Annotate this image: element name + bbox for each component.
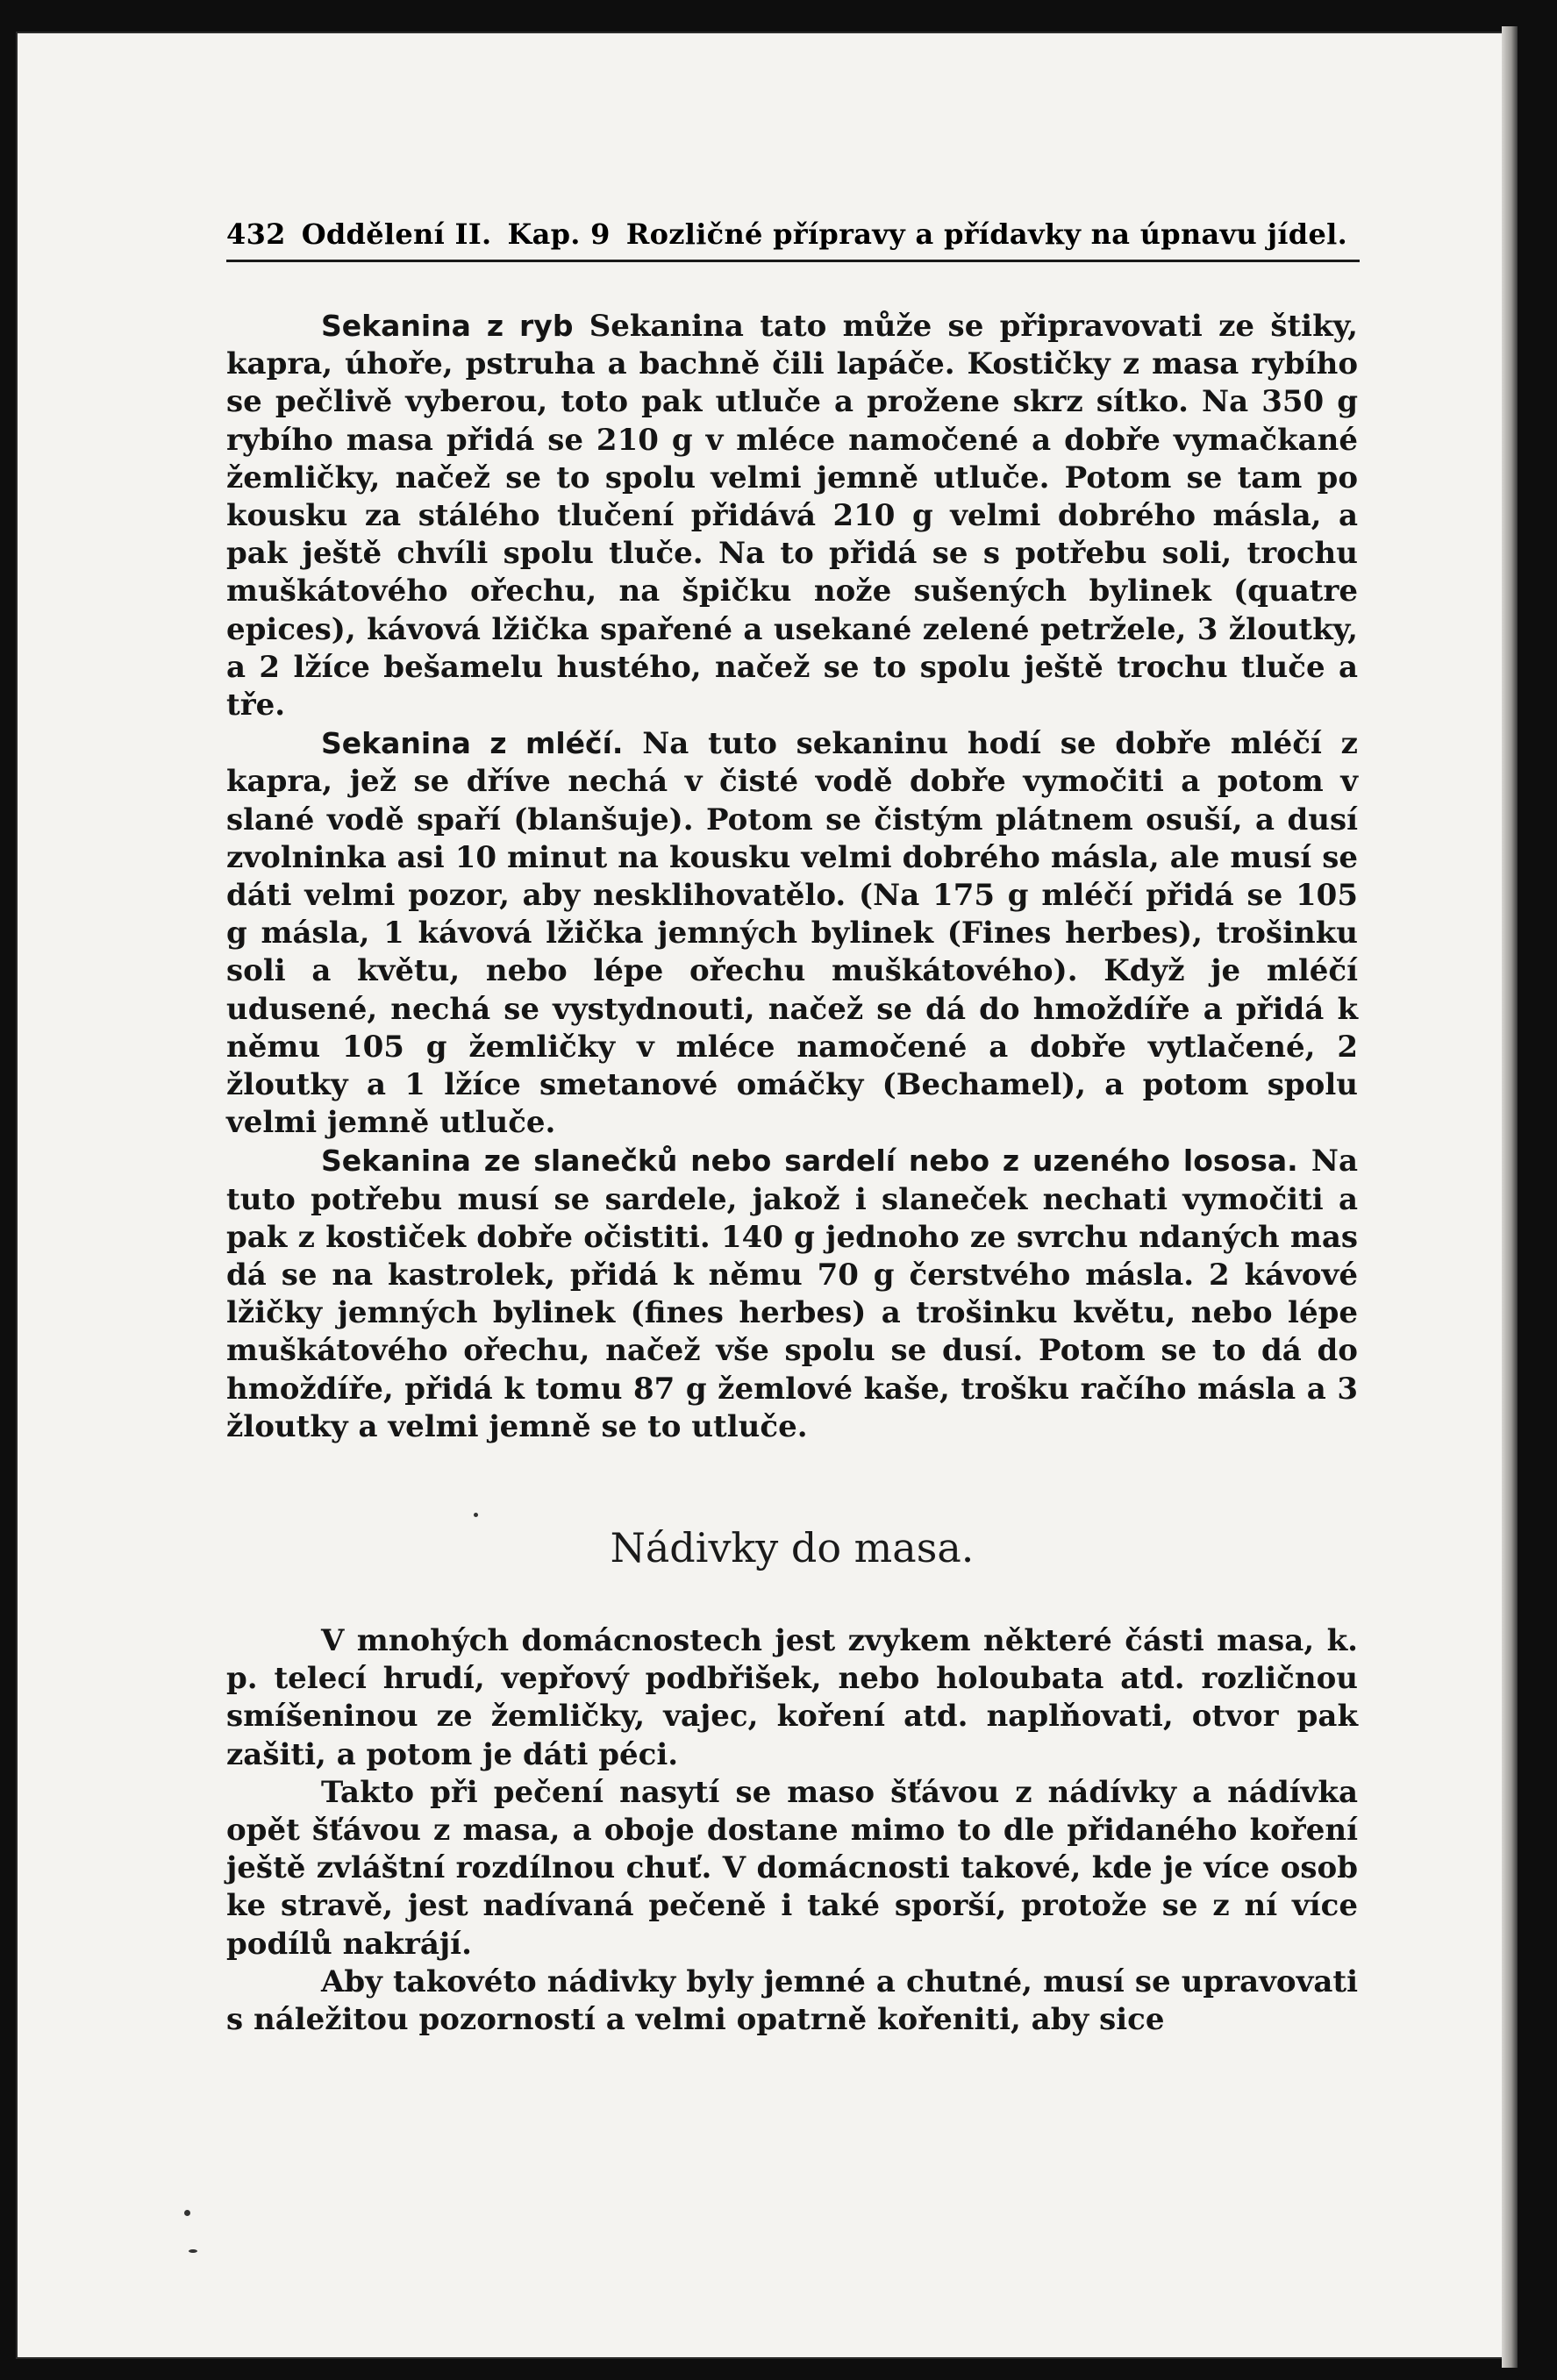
page-number: 432: [226, 217, 286, 251]
chapter-title: Rozličné přípravy a přídavky na úpnavu jídel.: [625, 217, 1348, 251]
recipe-heading: Sekanina z ryb: [321, 309, 574, 343]
section-label: Oddělení II.: [301, 217, 492, 251]
recipe-text: Sekanina tato může se připravovati ze štiky, kapra, úhoře, pstruha a bachně čili lapáče. Kostičky z masa rybího se pečlivě vyberou, toto pak utluče a prožene skrz sítko. Na 350 g rybího masa přidá se 210 g v mléce namočené a dobře vymačkané žemličky, načež se to spolu velmi jemně utluče. Potom se tam po kousku za stálého tlučení přidává 210 g velmi dobrého másla, a pak ještě chvíli spolu tluče. Na to přidá se s potřebu soli, trochu muškátového ořechu, na špičku nože sušených bylinek (quatre epices), kávová lžička spařené a usekané zelené petržele, 3 žloutky, a 2 lžíce bešamelu hustého, načež se to spolu ještě trochu tluče a tře.: [226, 309, 1358, 723]
recipe-heading: Sekanina ze slanečků nebo sardelí nebo z uzeného lososa.: [321, 1144, 1298, 1179]
dust-speck: [189, 2249, 197, 2253]
body-paragraph: Takto při pečení nasytí se maso šťávou z nádívky a nádívka opět šťávou z masa, a oboje dostane mimo to dle přidaného koření ještě zvláštní rozdílnou chuť. V domácnosti takové, kde je více osob ke stravě, jest nadívaná pečeně i také sporší, protože se z ní více podílů nakrájí.: [226, 1774, 1358, 1962]
recipe-heading: Sekanina z mléčí.: [321, 726, 624, 761]
stuffing-section: [226, 1622, 1358, 2039]
body-paragraph: V mnohých domácnostech jest zvykem některé části masa, k. p. telecí hrudí, vepřový podbřišek, nebo holoubata atd. rozličnou smíšeninou ze žemličky, vajec, koření atd. naplňovati, otvor pak zašiti, a potom je dáti péci.: [226, 1623, 1358, 1772]
recipe-text: Na tuto potřebu musí se sardele, jakož i slaneček nechati vymočiti a pak z kostiček dobře očistiti. 140 g jednoho ze svrchu ndaných mas dá se na kastrolek, přidá k němu 70 g čerstvého másla. 2 kávové lžičky jemných bylinek (fines herbes) a trošinku květu, nebo lépe muškátového ořechu, načež vše spolu se dusí. Potom se to dá do hmoždíře, přidá k tomu 87 g žemlové kaše, trošku račího másla a 3 žloutky a velmi jemně se to utluče.: [226, 1144, 1358, 1444]
recipe-section: [226, 307, 1358, 1446]
page-edge: [1502, 26, 1518, 2368]
body-paragraph: Aby takovéto nádivky byly jemné a chutné, musí se upravovati s náležitou pozorností a velmi opatrně kořeniti, aby sice: [226, 1963, 1358, 2038]
dust-speck: [474, 1513, 478, 1517]
section-title: Nádivky do masa.: [610, 1524, 975, 1571]
running-head: [226, 217, 1360, 262]
recipe-paragraph: [226, 724, 1358, 1142]
chapter-label: Kap. 9: [507, 217, 611, 251]
recipe-paragraph: [226, 307, 1358, 724]
recipe-paragraph: [226, 1142, 1358, 1446]
dust-speck: [184, 2210, 190, 2216]
recipe-text: Na tuto sekaninu hodí se dobře mléčí z kapra, jež se dříve nechá v čisté vodě dobře vymočiti a potom v slané vodě spaří (blanšuje). Potom se čistým plátnem osuší, a dusí zvolninka asi 10 minut na kousku velmi dobrého másla, ale musí se dáti velmi pozor, aby nesklihovatělo. (Na 175 g mléčí přidá se 105 g másla, 1 kávová lžička jemných bylinek (Fines herbes), trošinku soli a květu, nebo lépe ořechu muškátového). Když je mléčí udusené, nechá se vystydnouti, načež se dá do hmoždíře a přidá k němu 105 g žemličky v mléce namočené a dobře vytlačené, 2 žloutky a 1 lžíce smetanové omáčky (Bechamel), a potom spolu velmi jemně utluče.: [226, 726, 1358, 1141]
